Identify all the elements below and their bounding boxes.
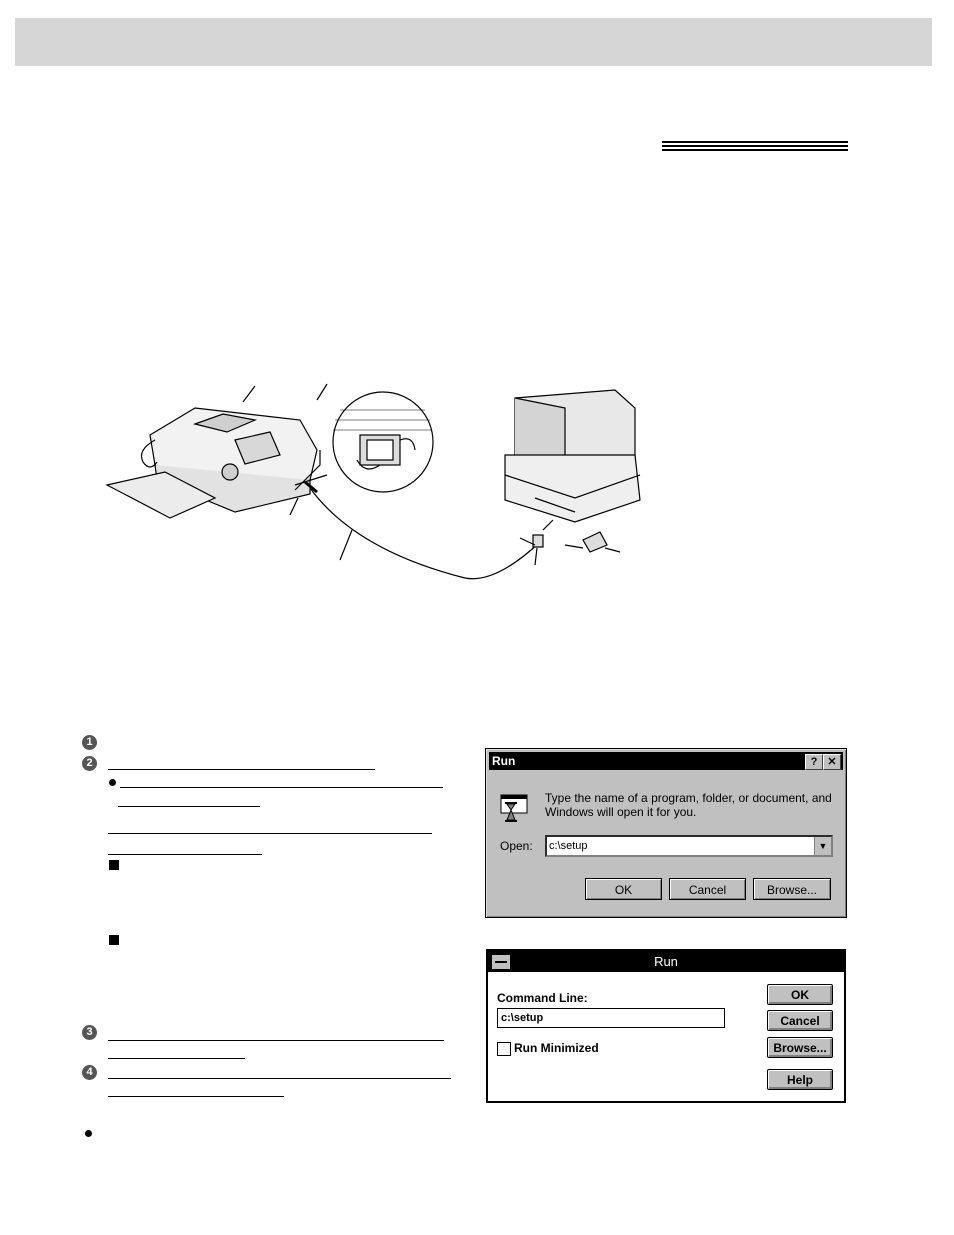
dialog-title-bar	[489, 752, 843, 770]
text-line	[108, 1096, 284, 1097]
text-line	[108, 1058, 245, 1059]
step-1-icon: 1	[82, 735, 97, 750]
bullet-icon	[109, 779, 116, 786]
run-minimized-label: Run Minimized	[514, 1041, 599, 1055]
text-line	[108, 854, 262, 855]
browse-button[interactable]: Browse...	[753, 878, 831, 900]
run-icon	[499, 792, 531, 824]
step-3-icon: 3	[82, 1025, 97, 1040]
open-value: c:\setup	[549, 840, 588, 852]
step-2-icon: 2	[82, 756, 97, 771]
cancel-button[interactable]: Cancel	[767, 1010, 833, 1031]
open-label: Open:	[500, 839, 533, 853]
step-4-icon: 4	[82, 1065, 97, 1080]
cancel-button[interactable]: Cancel	[669, 878, 746, 900]
text-line	[108, 1040, 444, 1041]
connection-illustration	[95, 380, 655, 595]
command-line-label: Command Line:	[497, 991, 588, 1005]
dialog-title: Run	[654, 954, 678, 969]
win31-run-dialog	[486, 949, 846, 1103]
header-band	[15, 18, 932, 66]
help-button[interactable]: Help	[767, 1069, 833, 1090]
square-bullet-icon	[109, 935, 119, 945]
chevron-down-icon[interactable]: ▼	[814, 837, 831, 855]
close-button[interactable]: ✕	[823, 754, 841, 770]
ok-button[interactable]: OK	[585, 878, 662, 900]
text-line	[108, 1078, 451, 1079]
text-line	[120, 787, 443, 788]
ok-button[interactable]: OK	[767, 984, 833, 1005]
text-line	[118, 806, 260, 807]
dialog-message: Type the name of a program, folder, or document, and Windows will open it for you.	[545, 791, 832, 819]
text-line	[108, 769, 375, 770]
win95-run-dialog	[485, 748, 847, 918]
square-bullet-icon	[109, 860, 119, 870]
dialog-title-bar	[488, 951, 844, 972]
run-minimized-checkbox[interactable]	[497, 1042, 511, 1056]
dialog-title: Run	[492, 754, 516, 768]
title-rule	[662, 141, 848, 153]
open-combobox[interactable]	[545, 835, 833, 857]
help-button[interactable]: ?	[805, 754, 823, 770]
bullet-icon	[85, 1130, 92, 1137]
command-line-input[interactable]: c:\setup	[497, 1008, 725, 1028]
text-line	[108, 833, 432, 834]
browse-button[interactable]: Browse...	[767, 1037, 833, 1058]
system-menu-icon[interactable]	[491, 954, 511, 970]
